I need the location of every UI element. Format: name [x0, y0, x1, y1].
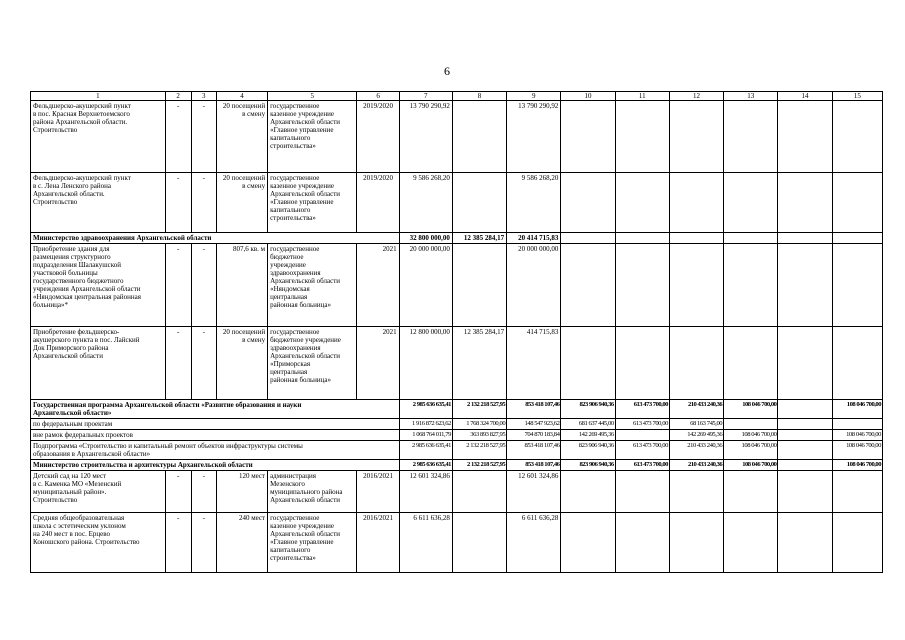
amount-cell: 12 385 284,17 — [452, 233, 506, 244]
amount-cell — [832, 419, 882, 430]
amount-cell: 68 163 745,00 — [669, 419, 723, 430]
amount-cell: 414 715,83 — [507, 327, 561, 400]
header-cell: 10 — [561, 92, 615, 101]
amount-cell: 142 269 495,36 — [669, 430, 723, 441]
amount-cell: 210 433 240,36 — [669, 441, 723, 460]
amount-cell: 853 418 107,46 — [507, 441, 561, 460]
amount-cell: 108 046 700,00 — [832, 441, 882, 460]
capacity-cell: 240 мест — [216, 513, 267, 573]
customer-cell: государственное казенное учреждение Архангельской области «Главное управление капитального строительства» — [268, 513, 357, 573]
section-row — [31, 460, 883, 471]
empty-cell — [778, 233, 832, 244]
cell: - — [165, 513, 191, 573]
cell: - — [191, 244, 216, 327]
empty-cell — [832, 233, 882, 244]
amount-cell: 853 418 107,46 — [507, 400, 561, 419]
amount-cell — [561, 513, 615, 573]
amount-cell: 148 547 923,62 — [507, 419, 561, 430]
customer-cell: администрация Мезенского муниципального района Архангельской области — [268, 471, 357, 513]
cell: - — [191, 173, 216, 233]
amount-cell: 1 068 764 011,79 — [399, 430, 452, 441]
amount-cell — [724, 244, 778, 327]
amount-cell — [615, 327, 669, 400]
amount-cell — [452, 513, 506, 573]
amount-cell — [561, 101, 615, 173]
amount-cell: 613 473 700,00 — [615, 419, 669, 430]
amount-cell — [832, 327, 882, 400]
amount-cell: 6 611 636,28 — [399, 513, 452, 573]
period-cell: 2016/2021 — [357, 471, 399, 513]
header-cell: 12 — [669, 92, 723, 101]
amount-cell — [832, 101, 882, 173]
capacity-cell: 20 посещений в смену — [216, 173, 267, 233]
amount-cell: 2 985 636 635,41 — [399, 441, 452, 460]
section-title: Министерство здравоохранения Архангельской области — [31, 233, 400, 244]
amount-cell — [669, 244, 723, 327]
period-cell: 2021 — [357, 244, 399, 327]
period-cell: 2019/2020 — [357, 101, 399, 173]
amount-cell — [669, 513, 723, 573]
amount-cell: 108 046 700,00 — [832, 400, 882, 419]
amount-cell: 2 132 218 527,95 — [452, 460, 506, 471]
amount-cell: 2 985 636 635,41 — [399, 460, 452, 471]
amount-cell — [724, 101, 778, 173]
object-name-cell: Фельдшерско-акушерский пункт в с. Лена Ленского района Архангельской области. Строительство — [31, 173, 166, 233]
amount-cell — [615, 430, 669, 441]
amount-cell: 853 418 107,46 — [507, 460, 561, 471]
object-name-cell: Приобретение фельдшерско- акушерского пункта в пос. Лайский Док Приморского района Архангельской области — [31, 327, 166, 400]
object-name-cell: Детский сад на 120 мест в с. Каменка МО «Мезенский муниципальный район». Строительство — [31, 471, 166, 513]
amount-cell — [724, 327, 778, 400]
period-cell: 2021 — [357, 327, 399, 400]
amount-cell: 20 000 000,00 — [507, 244, 561, 327]
header-cell: 13 — [724, 92, 778, 101]
cell: - — [191, 101, 216, 173]
amount-cell: 142 269 495,36 — [561, 430, 615, 441]
amount-cell: 823 906 940,36 — [561, 441, 615, 460]
header-cell: 11 — [615, 92, 669, 101]
header-cell: 3 — [191, 92, 216, 101]
period-cell: 2019/2020 — [357, 173, 399, 233]
header-cell: 8 — [452, 92, 506, 101]
amount-cell: 613 473 700,00 — [615, 400, 669, 419]
program-title: Государственная программа Архангельской области «Развитие образования и науки Архангельской области» — [31, 400, 400, 419]
header-cell: 7 — [399, 92, 452, 101]
empty-cell — [615, 233, 669, 244]
amount-cell — [615, 244, 669, 327]
amount-cell: 704 870 183,84 — [507, 430, 561, 441]
customer-cell: государственное бюджетное учреждение здравоохранения Архангельской области «Приморская центральная районная больница» — [268, 327, 357, 400]
amount-cell: 20 414 715,83 — [507, 233, 561, 244]
amount-cell — [724, 513, 778, 573]
amount-cell: 12 385 284,17 — [452, 327, 506, 400]
amount-cell: 108 046 700,00 — [832, 460, 882, 471]
amount-cell: 108 046 700,00 — [724, 430, 778, 441]
customer-cell: государственное бюджетное учреждение здравоохранения Архангельской области «Няндомская центральная районная больница» — [268, 244, 357, 327]
amount-cell: 9 586 268,20 — [399, 173, 452, 233]
header-row — [31, 92, 883, 101]
object-name-cell: Приобретение здания для размещения структурного подразделения Шалакушской участковой больницы государственного бюджетного учреждения Архангельской области «Няндомская центральная районная больница»* — [31, 244, 166, 327]
amount-cell: 210 433 240,36 — [669, 460, 723, 471]
amount-cell — [778, 327, 832, 400]
amount-cell — [778, 173, 832, 233]
amount-cell — [832, 471, 882, 513]
amount-cell: 108 046 700,00 — [724, 460, 778, 471]
amount-cell — [561, 471, 615, 513]
amount-cell: 108 046 700,00 — [724, 400, 778, 419]
amount-cell: 108 046 700,00 — [832, 430, 882, 441]
table-row — [31, 513, 883, 573]
subprogram-row — [31, 441, 883, 460]
empty-cell — [669, 233, 723, 244]
amount-cell — [452, 101, 506, 173]
amount-cell: 823 906 940,36 — [561, 400, 615, 419]
table-row — [31, 244, 883, 327]
amount-cell — [561, 244, 615, 327]
amount-cell — [669, 173, 723, 233]
amount-cell — [669, 101, 723, 173]
object-name-cell: Фельдшерско-акушерский пункт в пос. Красная Верхнетоемского района Архангельской области. Строительство — [31, 101, 166, 173]
amount-cell: 1 916 872 623,62 — [399, 419, 452, 430]
amount-cell — [724, 471, 778, 513]
header-cell: 14 — [778, 92, 832, 101]
table-row — [31, 173, 883, 233]
amount-cell — [778, 101, 832, 173]
cell: - — [165, 244, 191, 327]
amount-cell: 363 893 827,95 — [452, 430, 506, 441]
amount-cell: 20 000 000,00 — [399, 244, 452, 327]
amount-cell: 108 046 700,00 — [724, 441, 778, 460]
amount-cell — [778, 244, 832, 327]
subprogram-title: Подпрограмма «Строительство и капитальный ремонт объектов инфраструктуры системы образования в Архангельской области» — [31, 441, 400, 460]
customer-cell: государственное казенное учреждение Архангельской области «Главное управление капитального строительства» — [268, 173, 357, 233]
amount-cell — [778, 513, 832, 573]
table-row — [31, 471, 883, 513]
amount-cell — [452, 244, 506, 327]
subtotal-label: по федеральным проектам — [31, 419, 400, 430]
amount-cell: 1 768 324 700,00 — [452, 419, 506, 430]
header-cell: 6 — [357, 92, 399, 101]
amount-cell: 12 800 000,00 — [399, 327, 452, 400]
amount-cell — [615, 513, 669, 573]
header-cell: 1 — [31, 92, 166, 101]
amount-cell: 2 985 636 635,41 — [399, 400, 452, 419]
amount-cell — [778, 441, 832, 460]
amount-cell — [778, 400, 832, 419]
amount-cell — [561, 173, 615, 233]
amount-cell — [669, 471, 723, 513]
amount-cell: 6 611 636,28 — [507, 513, 561, 573]
header-cell: 15 — [832, 92, 882, 101]
amount-cell: 12 601 324,86 — [507, 471, 561, 513]
amount-cell: 681 637 445,00 — [561, 419, 615, 430]
header-cell: 4 — [216, 92, 267, 101]
cell: - — [165, 101, 191, 173]
amount-cell: 2 132 218 527,95 — [452, 441, 506, 460]
capacity-cell: 20 посещений в смену — [216, 327, 267, 400]
amount-cell — [778, 419, 832, 430]
amount-cell: 613 473 700,00 — [615, 460, 669, 471]
capacity-cell: 20 посещений в смену — [216, 101, 267, 173]
object-name-cell: Средняя общеобразовательная школа с эстетическим уклоном на 240 мест в пос. Ерцево Коношского района. Строительство — [31, 513, 166, 573]
header-cell: 2 — [165, 92, 191, 101]
capacity-cell: 807,6 кв. м — [216, 244, 267, 327]
amount-cell — [452, 173, 506, 233]
amount-cell — [669, 327, 723, 400]
cell: - — [191, 327, 216, 400]
subtotal-row — [31, 430, 883, 441]
amount-cell — [724, 419, 778, 430]
customer-cell: государственное казенное учреждение Архангельской области «Главное управление капитального строительства» — [268, 101, 357, 173]
table-row — [31, 327, 883, 400]
amount-cell — [778, 430, 832, 441]
amount-cell — [832, 173, 882, 233]
amount-cell: 32 800 000,00 — [399, 233, 452, 244]
section-row — [31, 233, 883, 244]
amount-cell: 9 586 268,20 — [507, 173, 561, 233]
amount-cell: 13 790 290,92 — [507, 101, 561, 173]
amount-cell: 210 433 240,36 — [669, 400, 723, 419]
program-row — [31, 400, 883, 419]
amount-cell: 823 906 940,36 — [561, 460, 615, 471]
amount-cell: 13 790 290,92 — [399, 101, 452, 173]
page-number: 6 — [444, 64, 450, 78]
amount-cell — [561, 327, 615, 400]
budget-table — [30, 91, 883, 573]
empty-cell — [724, 233, 778, 244]
amount-cell — [615, 471, 669, 513]
amount-cell — [778, 471, 832, 513]
amount-cell — [452, 471, 506, 513]
amount-cell: 613 473 700,00 — [615, 441, 669, 460]
cell: - — [191, 471, 216, 513]
amount-cell — [778, 460, 832, 471]
capacity-cell: 120 мест — [216, 471, 267, 513]
amount-cell — [724, 173, 778, 233]
header-cell: 9 — [507, 92, 561, 101]
cell: - — [191, 513, 216, 573]
subtotal-label: вне рамок федеральных проектов — [31, 430, 400, 441]
table-row — [31, 101, 883, 173]
period-cell: 2016/2021 — [357, 513, 399, 573]
cell: - — [165, 173, 191, 233]
subtotal-row — [31, 419, 883, 430]
cell: - — [165, 471, 191, 513]
amount-cell — [832, 244, 882, 327]
empty-cell — [561, 233, 615, 244]
section-title: Министерство строительства и архитектуры Архангельской области — [31, 460, 400, 471]
amount-cell: 12 601 324,86 — [399, 471, 452, 513]
amount-cell: 2 132 218 527,95 — [452, 400, 506, 419]
header-cell: 5 — [268, 92, 357, 101]
amount-cell — [615, 101, 669, 173]
amount-cell — [832, 513, 882, 573]
cell: - — [165, 327, 191, 400]
amount-cell — [615, 173, 669, 233]
